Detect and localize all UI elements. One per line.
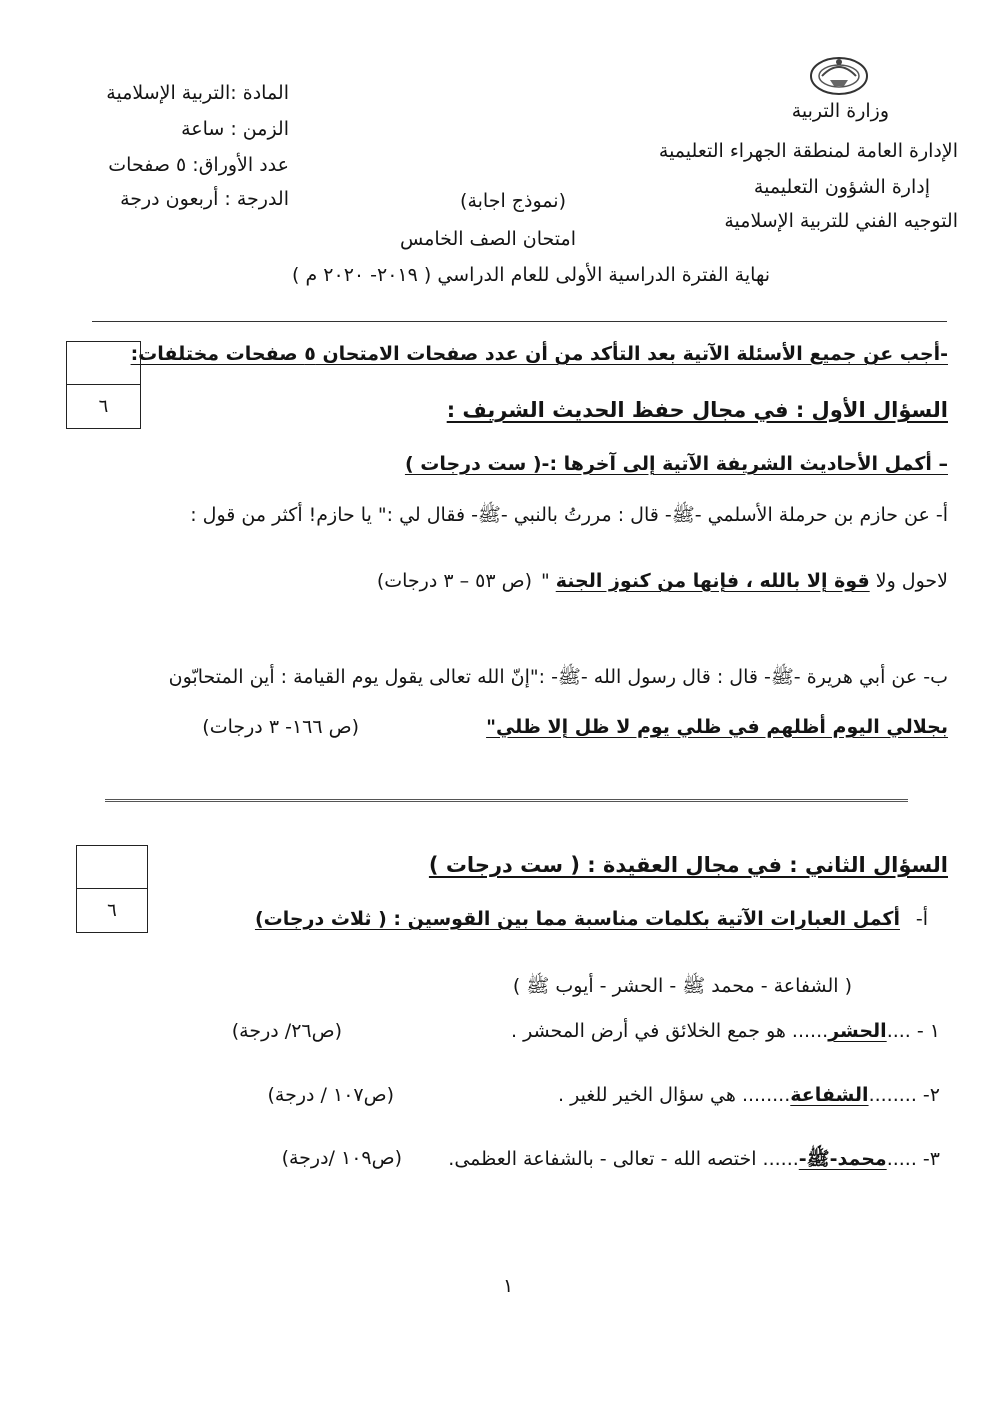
exam-title: امتحان الصف الخامس <box>399 228 576 250</box>
q1-title: السؤال الأول : في مجال حفظ الحديث الشريف : <box>446 398 948 422</box>
answer-model-label: (نموذج اجابة) <box>460 190 566 212</box>
q2-item-3-number: ٣- ..... <box>886 1148 940 1170</box>
ministry-name: وزارة التربية <box>791 100 889 122</box>
q2-item-3-text: ...... اختصه الله - تعالى - بالشفاعة العظمى. <box>448 1148 799 1170</box>
q1-score-box <box>66 341 141 429</box>
header-divider <box>92 321 947 322</box>
subject-label: المادة :التربية الإسلامية <box>106 82 289 104</box>
department-name: إدارة الشؤون التعليمية <box>753 176 930 198</box>
exam-period: نهاية الفترة الدراسية الأولى للعام الدراسي ( ٢٠١٩- ٢٠٢٠ م ) <box>292 264 770 286</box>
q2-word-bank: ( الشفاعة - محمد ﷺ - الحشر - أيوب ﷺ ) <box>512 975 852 997</box>
q2-score-box <box>76 845 148 933</box>
q2-item-3 <box>448 1147 940 1175</box>
q2-item-1 <box>511 1020 940 1042</box>
general-instruction: -أجب عن جميع الأسئلة الآتية بعد التأكد من أن عدد صفحات الامتحان ٥ صفحات مختلفات: <box>130 343 948 365</box>
q1-a-prefix: لاحول ولا <box>869 570 948 592</box>
q2-item-2-number: ٢- ........ <box>868 1084 940 1106</box>
q1-a-reference: (ص ٥٣ – ٣ درجات) <box>376 570 532 592</box>
q2-item-2-text: ........ هي سؤال الخير للغير . <box>558 1084 791 1106</box>
ministry-emblem <box>808 50 870 98</box>
q2-item-3-reference: (ص١٠٩ /درجة) <box>281 1147 402 1169</box>
q1-b-reference: (ص ١٦٦- ٣ درجات) <box>202 716 359 738</box>
page-number: ١ <box>503 1275 514 1297</box>
q1-a-answer: قوة إلا بالله ، فإنها من كنوز الجنة <box>555 570 870 592</box>
q1-hadith-a-line2 <box>541 570 948 592</box>
pages-label: عدد الأوراق: ٥ صفحات <box>108 154 289 176</box>
q2-item-2 <box>558 1084 940 1106</box>
q1-a-suffix: " <box>540 570 556 592</box>
grade-label: الدرجة : أربعون درجة <box>120 188 289 210</box>
q2-item-1-reference: (ص٢٦/ درجة) <box>231 1020 342 1042</box>
q1-score-value: ٦ <box>98 396 109 417</box>
directorate-name: الإدارة العامة لمنطقة الجهراء التعليمية <box>658 140 958 162</box>
q2-score-value: ٦ <box>107 900 117 921</box>
q2-item-3-answer: محمد-ﷺ- <box>798 1148 887 1170</box>
q1-hadith-a-line1: أ- عن حازم بن حرملة الأسلمي -ﷺ- قال : مررتُ بالنبي -ﷺ- فقال لي :" يا حازم! أكثر من قول : <box>190 504 948 526</box>
q2-task: أكمل العبارات الآتية بكلمات مناسبة مما بين القوسين : ( ثلاث درجات) <box>254 908 900 930</box>
q2-item-2-reference: (ص١٠٧ / درجة) <box>267 1084 394 1106</box>
q2-task-prefix: أ- <box>915 908 928 930</box>
time-label: الزمن : ساعة <box>181 118 289 140</box>
q1-b-answer: بجلالي اليوم أظلهم في ظلي يوم لا ظل إلا ظلي" <box>486 716 948 738</box>
q2-item-1-text: ...... هو جمع الخلائق في أرض المحشر . <box>511 1020 829 1042</box>
q2-item-2-answer: الشفاعة <box>790 1084 869 1106</box>
q1-task: – أكمل الأحاديث الشريفة الآتية إلى آخرها :-( ست درجات ) <box>404 453 948 475</box>
q2-item-1-number: ١ - .... <box>886 1020 940 1042</box>
section-divider <box>105 799 908 802</box>
supervision-name: التوجيه الفني للتربية الإسلامية <box>724 210 958 232</box>
q2-item-1-answer: الحشر <box>828 1020 887 1042</box>
q2-title: السؤال الثاني : في مجال العقيدة : ( ست درجات ) <box>428 853 948 877</box>
q1-hadith-b-line1: ب- عن أبي هريرة -ﷺ- قال : قال رسول الله -ﷺ- :"إنّ الله تعالى يقول يوم القيامة : أين المتحابّون <box>168 666 948 688</box>
